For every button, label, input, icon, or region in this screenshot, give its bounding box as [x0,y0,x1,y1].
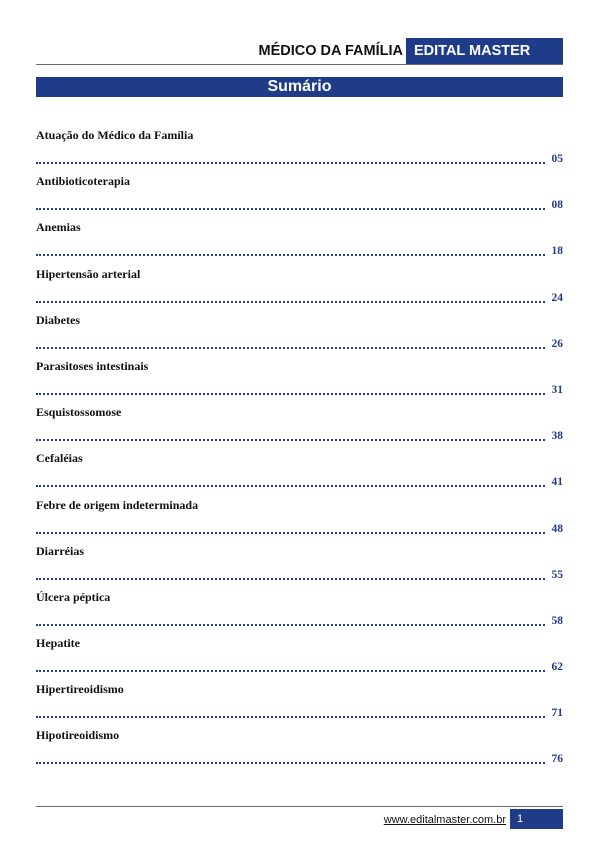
toc-entry[interactable] [36,727,563,773]
toc-leader-line [36,751,563,767]
toc-dot-leader [36,532,545,534]
toc-page-number: 26 [551,337,563,350]
toc-leader-line [36,521,563,537]
toc-dot-leader [36,208,545,210]
toc-entry[interactable] [36,173,563,219]
toc-entry[interactable] [36,450,563,496]
toc-page-number: 48 [551,522,563,535]
toc-dot-leader [36,670,545,672]
toc-entry-title: Parasitoses intestinais [36,358,149,373]
page-header [36,38,563,65]
header-subject: MÉDICO DA FAMÍLIA [258,43,403,59]
toc-page-number: 55 [551,568,563,581]
toc-leader-line [36,474,563,490]
toc-entry-title: Anemias [36,220,81,235]
toc-entry-title: Cefaléias [36,451,83,466]
table-of-contents [36,127,563,774]
toc-dot-leader [36,162,545,164]
toc-entry[interactable] [36,266,563,312]
toc-page-number: 08 [551,199,563,212]
toc-page-number: 38 [551,430,563,443]
toc-page-number: 18 [551,245,563,258]
toc-page-number: 71 [551,707,563,720]
toc-dot-leader [36,762,545,764]
toc-entry-title: Diarréias [36,543,84,558]
footer-url-link[interactable]: www.editalmaster.com.br [383,814,506,826]
footer-page-number: 1 [510,809,563,829]
toc-entry-title: Hipertensão arterial [36,266,141,281]
toc-entry-title: Atuação do Médico da Família [36,128,194,142]
toc-entry-title: Diabetes [36,312,80,327]
toc-entry-title: Hipertireoidismo [36,682,124,697]
toc-dot-leader [36,578,545,580]
toc-dot-leader [36,716,545,718]
toc-leader-line [36,290,563,306]
toc-entry[interactable] [36,127,563,173]
toc-entry[interactable] [36,404,563,450]
toc-dot-leader [36,301,545,303]
toc-entry[interactable] [36,543,563,589]
toc-dot-leader [36,347,545,349]
toc-leader-line [36,151,563,167]
toc-page-number: 31 [551,383,563,396]
toc-entry-title: Esquistossomose [36,405,122,420]
footer-divider [36,806,563,807]
header-brand: EDITAL MASTER [406,38,563,64]
toc-entry[interactable] [36,312,563,358]
toc-leader-line [36,428,563,444]
toc-entry-title: Antibioticoterapia [36,174,130,189]
toc-page-number: 05 [551,153,563,165]
toc-entry[interactable] [36,635,563,681]
toc-dot-leader [36,485,545,487]
toc-entry-title: Úlcera péptica [36,589,111,604]
toc-entry[interactable] [36,358,563,404]
toc-entry-title: Hepatite [36,636,80,651]
toc-dot-leader [36,393,545,395]
toc-dot-leader [36,254,545,256]
page-title: Sumário [36,77,563,97]
toc-entry[interactable] [36,219,563,265]
toc-page-number: 41 [551,476,563,489]
toc-leader-line [36,567,563,583]
toc-leader-line [36,613,563,629]
toc-entry[interactable] [36,497,563,543]
toc-entry[interactable] [36,681,563,727]
toc-leader-line [36,336,563,352]
toc-leader-line [36,659,563,675]
toc-leader-line [36,382,563,398]
toc-dot-leader [36,439,545,441]
toc-page-number: 76 [551,753,563,766]
toc-leader-line [36,243,563,259]
toc-page-number: 58 [551,614,563,627]
toc-entry[interactable] [36,589,563,635]
toc-page-number: 62 [551,661,563,674]
toc-entry-title: Hipotireoidismo [36,728,120,743]
toc-leader-line [36,197,563,213]
toc-leader-line [36,705,563,721]
toc-dot-leader [36,624,545,626]
toc-entry-title: Febre de origem indeterminada [36,497,199,512]
toc-page-number: 24 [551,291,563,304]
